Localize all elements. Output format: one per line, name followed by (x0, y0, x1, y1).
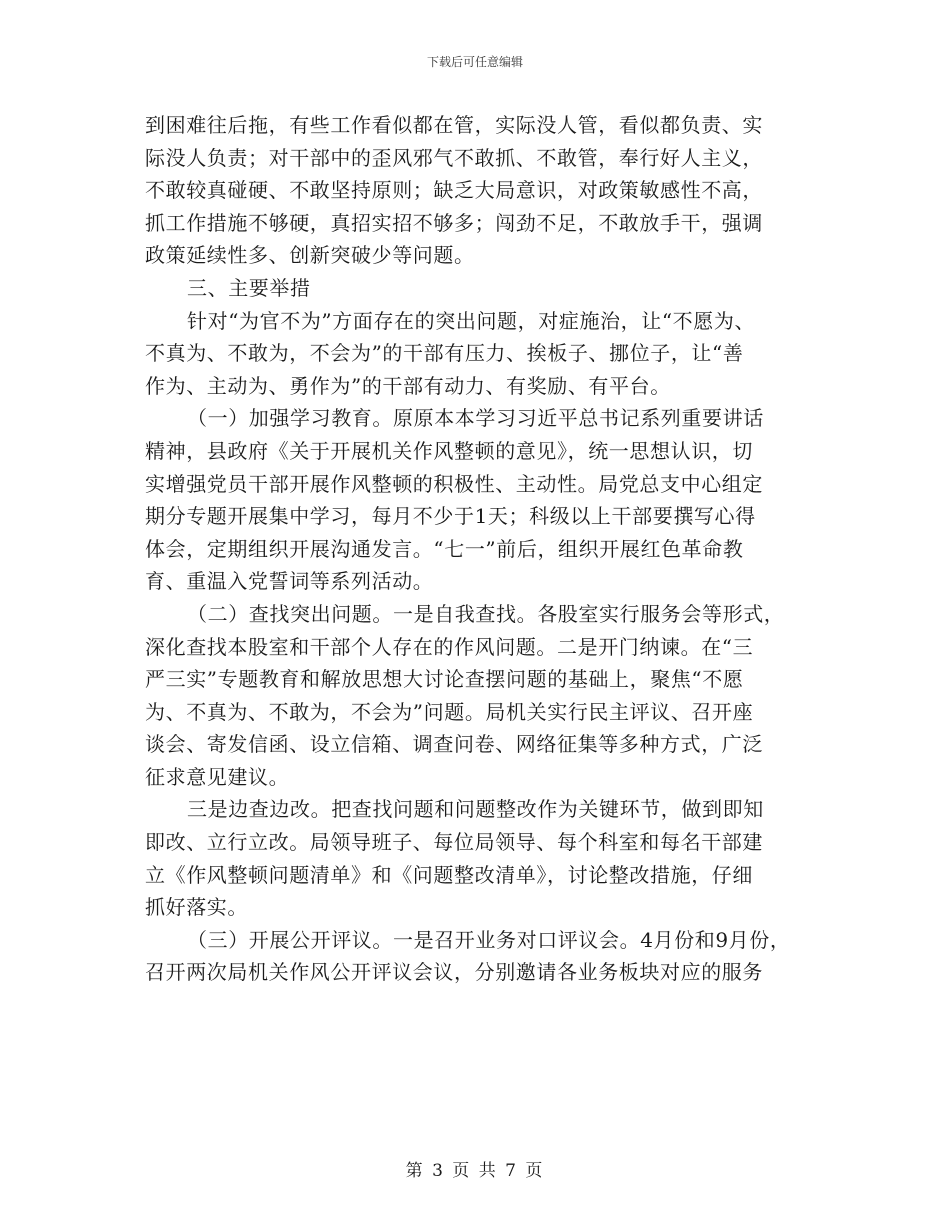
body-line: 到困难往后拖，有些工作看似都在管，实际没人管，看似都负责、实 (145, 113, 763, 137)
subsection-start: （三）开展公开评议。一是召开业务对口评议会。4月份和9月份， (187, 927, 791, 952)
body-line: 召开两次局机关作风公开评议会议，分别邀请各业务板块对应的服务 (145, 960, 763, 985)
body-line: 育、重温入党誓词等系列活动。 (145, 569, 434, 594)
section-heading: 三、主要举措 (187, 275, 311, 300)
body-line: 抓工作措施不够硬，真招实招不够多；闯劲不足，不敢放手干，强调 (145, 210, 763, 235)
subsection-start: （一）加强学习教育。原原本本学习习近平总书记系列重要讲话 (187, 406, 764, 431)
body-line: 作为、主动为、勇作为”的干部有动力、有奖励、有平台。 (145, 373, 671, 398)
body-line: 体会，定期组织开展沟通发言。“七一”前后，组织开展红色革命教 (145, 536, 744, 561)
body-line: 谈会、寄发信函、设立信箱、调查问卷、网络征集等多种方式，广泛 (145, 732, 763, 757)
paragraph-start: 针对“为官不为”方面存在的突出问题，对症施治，让“不愿为、 (187, 308, 756, 333)
body-line: 为、不真为、不敢为，不会为”问题。局机关实行民主评议、召开座 (145, 699, 754, 724)
subsection-start: （二）查找突出问题。一是自我查找。各股室实行服务会等形式， (187, 601, 785, 626)
document-body (145, 109, 825, 989)
body-line: 立《作风整顿问题清单》和《问题整改清单》，讨论整改措施，仔细 (145, 862, 753, 887)
paragraph-start: 三是边查边改。把查找问题和问题整改作为关键环节，做到即知 (187, 797, 764, 822)
body-line: 深化查找本股室和干部个人存在的作风问题。二是开门纳谏。在“三 (145, 634, 754, 659)
body-line: 际没人负责；对干部中的歪风邪气不敢抓、不敢管，奉行好人主义， (145, 145, 763, 170)
body-line: 不真为、不敢为，不会为”的干部有压力、挨板子、挪位子，让“善 (145, 341, 744, 366)
body-line: 征求意见建议。 (145, 764, 290, 789)
header-note: 下载后可任意编辑 (426, 55, 523, 69)
body-line: 精神，县政府《关于开展机关作风整顿的意见》，统一思想认识，切 (145, 438, 753, 463)
page-number: 第 3 页 共 7 页 (405, 1161, 545, 1181)
body-line: 不敢较真碰硬、不敢坚持原则；缺乏大局意识，对政策敏感性不高， (145, 178, 763, 203)
body-line: 政策延续性多、创新突破少等问题。 (145, 243, 475, 268)
body-line: 即改、立行立改。局领导班子、每位局领导、每个科室和每名干部建 (145, 830, 763, 855)
body-line: 期分专题开展集中学习，每月不少于1天；科级以上干部要撰写心得 (145, 504, 756, 529)
body-line: 抓好落实。 (145, 895, 248, 920)
body-line: 严三实”专题教育和解放思想大讨论查摆问题的基础上，聚焦“不愿 (145, 667, 744, 692)
body-line: 实增强党员干部开展作风整顿的积极性、主动性。局党总支中心组定 (145, 471, 763, 496)
